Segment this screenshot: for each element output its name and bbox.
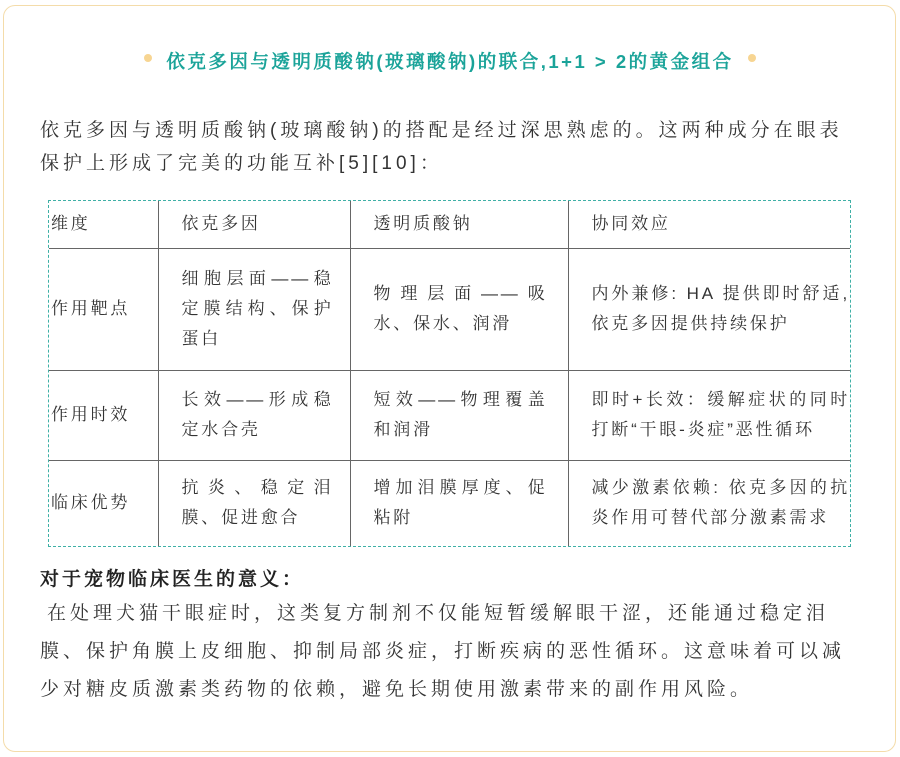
target-synergy-cell: 内外兼修: HA 提供即时舒适,依克多因提供持续保护	[568, 248, 850, 370]
duration-ectoine-cell: 长效——形成稳定水合壳	[158, 370, 350, 460]
duration-synergy-cell: 即时+长效：缓解症状的同时打断“干眼-炎症”恶性循环	[568, 370, 850, 460]
header-hyaluronate: 透明质酸钠	[350, 201, 568, 248]
significance-paragraph: 在处理犬猫干眼症时，这类复方制剂不仅能短暂缓解眼干涩，还能通过稳定泪膜、保护角膜上皮细胞、抑制局部炎症，打断疾病的恶性循环。这意味着可以减少对糖皮质激素类药物的依赖，避免长期使用激素带来的副作用风险。	[40, 603, 846, 700]
duration-hyaluronate-cell: 短效——物理覆盖和润滑	[350, 370, 568, 460]
comparison-table	[49, 201, 850, 546]
intro-paragraph: 依克多因与透明质酸钠(玻璃酸钠)的搭配是经过深思熟虑的。这两种成分在眼表保护上形成了完美的功能互补[5][10]：	[40, 120, 843, 174]
table-header-row	[49, 201, 850, 248]
header-dimension: 维度	[49, 201, 158, 248]
section-title: 依克多因与透明质酸钠(玻璃酸钠)的联合,1+1 > 2的黄金组合	[166, 51, 734, 72]
advantage-dimension-cell: 临床优势	[49, 460, 158, 546]
advantage-hyaluronate-cell: 增加泪膜厚度、促粘附	[350, 460, 568, 546]
table-row-duration	[49, 370, 850, 460]
header-synergy: 协同效应	[568, 201, 850, 248]
duration-dimension-cell: 作用时效	[49, 370, 158, 460]
advantage-synergy-cell: 减少激素依赖: 依克多因的抗炎作用可替代部分激素需求	[591, 478, 850, 528]
title-left-dot-icon	[144, 54, 152, 62]
table-row-target	[49, 248, 850, 370]
header-ectoine: 依克多因	[158, 201, 350, 248]
target-hyaluronate-cell: 物理层面——吸水、保水、润滑	[350, 248, 568, 370]
target-ectoine-cell: 细胞层面——稳定膜结构、保护蛋白	[158, 248, 350, 370]
section-title-row	[0, 47, 900, 77]
comparison-table-frame	[48, 200, 851, 547]
target-dimension-cell: 作用靶点	[49, 248, 158, 370]
table-row-advantage	[49, 460, 850, 546]
title-right-dot-icon	[748, 54, 756, 62]
advantage-ectoine-cell: 抗炎、稳定泪膜、促进愈合	[158, 460, 350, 546]
significance-heading: 对于宠物临床医生的意义：	[40, 569, 305, 590]
